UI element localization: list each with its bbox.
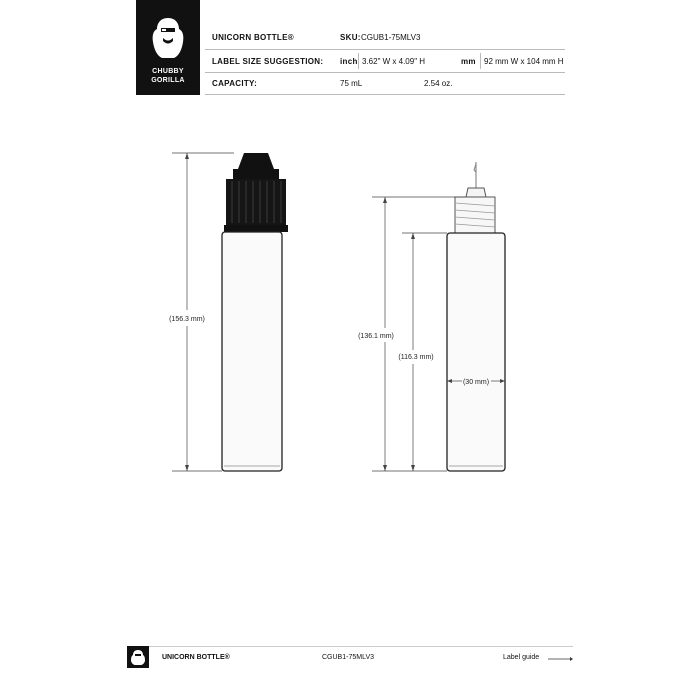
dim-total-height: (156.3 mm) <box>169 316 205 323</box>
cap-shoulder <box>233 169 279 179</box>
capacity-oz: 2.54 oz. <box>424 79 453 88</box>
footer-logo <box>127 646 149 668</box>
bottle-body <box>222 232 282 471</box>
cap-ring <box>224 225 288 232</box>
label-size-label: LABEL SIZE SUGGESTION: <box>212 57 324 66</box>
dim-diameter: (30 mm) <box>462 379 490 386</box>
bottle-neck <box>455 197 495 233</box>
footer-product: UNICORN BOTTLE® <box>162 654 230 661</box>
inch-unit: inch <box>340 57 358 66</box>
dim-bottle-height: (136.1 mm) <box>358 333 394 340</box>
mm-unit: mm <box>461 57 476 66</box>
uncapped-bottle <box>447 162 505 471</box>
capacity-label: CAPACITY: <box>212 79 258 88</box>
footer-sku: CGUB1-75MLV3 <box>322 654 375 661</box>
sku-label: SKU: <box>340 33 361 42</box>
footer-guide: Label guide <box>503 654 540 661</box>
gorilla-logo-icon <box>127 646 149 668</box>
arrow-right-icon <box>548 655 573 663</box>
inch-value: 3.62" W x 4.09" H <box>362 57 426 66</box>
capacity-ml: 75 mL <box>340 79 363 88</box>
cap-body <box>226 179 286 225</box>
sku-value: CGUB1-75MLV3 <box>361 33 421 42</box>
mm-value: 92 mm W x 104 mm H <box>484 57 564 66</box>
brand-name-line2: GORILLA <box>151 77 185 84</box>
nozzle <box>466 188 486 197</box>
footer-divider <box>127 646 573 647</box>
bottle-body <box>447 233 505 471</box>
cap-top <box>238 153 274 169</box>
capped-bottle <box>222 153 288 471</box>
dim-label-height: (116.3 mm) <box>398 354 434 361</box>
product-name: UNICORN BOTTLE® <box>212 33 294 42</box>
dim-label-height-line <box>402 233 447 471</box>
brand-name-line1: CHUBBY <box>152 68 184 75</box>
